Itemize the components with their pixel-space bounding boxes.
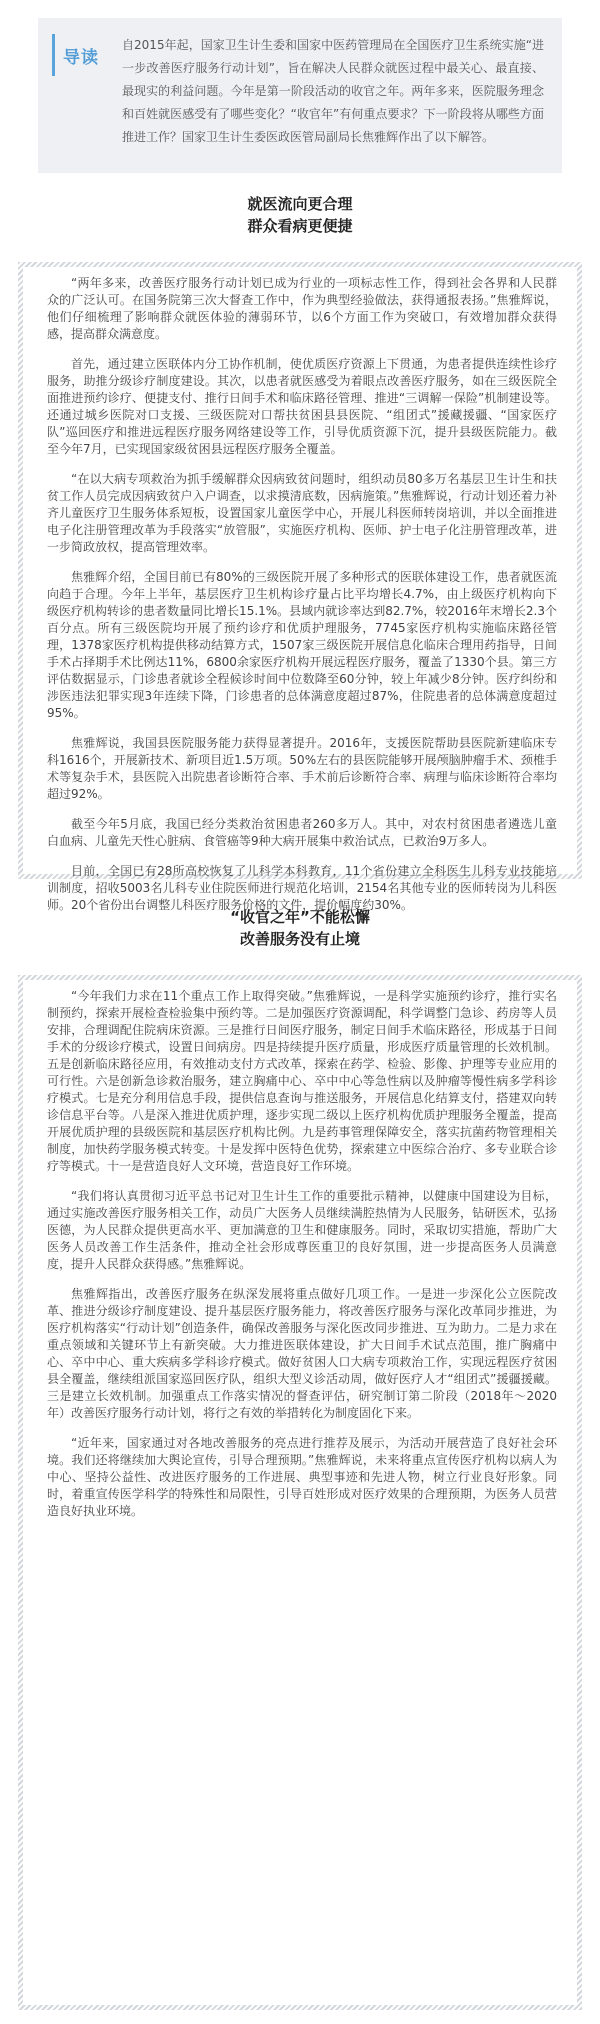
section-1-paragraph: 首先，通过建立医联体内分工协作机制，使优质医疗资源上下贯通，为患者提供连续性诊疗服务，助推分级诊疗制度建设。其次，以患者就医感受为着眼点改善医疗服务，如在三级医院全面推进预约诊疗、便捷支付、推行日间手术和临床路径管理、推进“三调解一保险”机制建设等。还通过城乡医院对口支援、三级医院对口帮扶贫困县县医院、“组团式”援藏援疆、“国家医疗队”巡回医疗和推进远程医疗服务网络建设等工作，引导优质资源下沉，提升县级医院能力。截至今年7月，已实现国家级贫困县远程医疗服务全覆盖。: [47, 357, 557, 456]
section-1-paragraph: 目前，全国已有28所高校恢复了儿科学本科教育，11个省份建立全科医生儿科专业技能培训制度，招收5003名儿科专业住院医师进行规范化培训，2154名其他专业的医师转岗为儿科医师。20个省份出台调整儿科医疗服务价格的文件，提价幅度约30%。: [47, 864, 557, 912]
section-title-2-line-1: “收官之年”不能松懈: [230, 908, 370, 926]
section-2-content: [23, 980, 577, 2005]
section-2-paragraph: “我们将认真贯彻习近平总书记对卫生计生工作的重要批示精神，以健康中国建设为目标，通过实施改善医疗服务相关工作，动员广大医务人员继续满腔热情为人民服务，钻研医术，弘扬医德，为人民群众提供更高水平、更加满意的卫生和健康服务。同时，采取切实措施，帮助广大医务人员改善工作生活条件，推动全社会形成尊医重卫的良好氛围，进一步提高医务人员满意度，提升人民群众获得感。”焦雅辉说。: [47, 1189, 557, 1271]
section-1-paragraph: “两年多来，改善医疗服务行动计划已成为行业的一项标志性工作，得到社会各界和人民群众的广泛认可。在国务院第三次大督查工作中，作为典型经验做法，获得通报表扬。”焦雅辉说，他们仔细梳理了影响群众就医体验的薄弱环节，以6个方面工作为突破口，有效增加群众获得感，提高群众满意度。: [47, 276, 557, 341]
section-title-1-line-1: 就医流向更合理: [247, 195, 353, 213]
intro-summary-box: [38, 18, 562, 173]
section-1-paragraph: 截至今年5月底，我国已经分类救治贫困患者260多万人。其中，对农村贫困患者遴选儿童白血病、儿童先天性心脏病、食管癌等9种大病开展集中救治试点，已救治9万多人。: [47, 817, 557, 848]
section-2-paragraph: “今年我们力求在11个重点工作上取得突破。”焦雅辉说，一是科学实施预约诊疗，推行实名制预约，探索开展检查检验集中预约等。二是加强医疗资源调配，科学调整门急诊、药房等人员安排，合理调配住院病床资源。三是推行日间医疗服务，制定日间手术临床路径，形成基于日间手术的分级诊疗模式，设置日间病房。四是持续提升医疗质量，形成医疗质量管理的长效机制。五是创新临床路径应用，有效推动支付方式改革，探索在药学、检验、影像、护理等专业应用的可行性。六是创新急诊救治服务，建立胸痛中心、卒中中心等急性病以及肿瘤等慢性病多学科诊疗模式。七是充分利用信息手段，提供信息查询与推送服务，开展信息化结算支付，搭建双向转诊信息平台等。八是深入推进优质护理，逐步实现二级以上医疗机构优质护理服务全覆盖，提高开展优质护理的县级医院和基层医疗机构比例。九是药事管理保障安全，落实抗菌药物管理相关制度，加快药学服务模式转变。十是发挥中医特色优势，探索建立中医综合治疗、多专业联合诊疗等模式。十一是营造良好人文环境，营造良好工作环境。: [47, 989, 557, 1173]
section-title-2: [0, 906, 600, 950]
section-1-box: [18, 262, 582, 912]
section-1-paragraph: 焦雅辉介绍，全国目前已有80%的三级医院开展了多种形式的医联体建设工作，患者就医流向趋于合理。今年上半年，基层医疗卫生机构诊疗量占比平均增长4.7%，由上级医疗机构向下级医疗机构转诊的患者数量同比增长15.1%。县域内就诊率达到82.7%，较2016年末增长2.3个百分点。所有三级医院均开展了预约诊疗和优质护理服务，7745家医疗机构实施临床路径管理，1378家医疗机构提供移动结算方式，1507家三级医院开展信息化临床合理用药指导，日间手术占择期手术比例达11%，6800余家医疗机构开展远程医疗服务，覆盖了1330个县。第三方评估数据显示，门诊患者就诊全程候诊时间中位数降至60分钟，较上年减少8分钟。医疗纠纷和涉医违法犯罪实现3年连续下降，门诊患者的总体满意度超过87%，住院患者的总体满意度超过95%。: [47, 570, 557, 720]
section-2-paragraph: “近年来，国家通过对各地改善服务的亮点进行推荐及展示，为活动开展营造了良好社会环境。我们还将继续加大舆论宣传，引导合理预期。”焦雅辉说，未来将重点宣传医疗机构以病人为中心、坚持公益性、改进医疗服务的工作进展、典型事迹和先进人物，树立行业良好形象。同时，着重宣传医学科学的特殊性和局限性，引导百姓形成对医疗效果的合理预期，为医务人员营造良好执业环境。: [47, 1436, 557, 1518]
section-1-content: [23, 267, 577, 912]
section-1-paragraph: “在以大病专项救治为抓手缓解群众因病致贫问题时，组织动员80多万名基层卫生计生和扶贫工作人员完成因病致贫户入户调查，以求摸清底数，因病施策。”焦雅辉说，行动计划还着力补齐儿童医疗卫生服务体系短板，设置国家儿童医学中心，开展儿科医师转岗培训，并以全面推进电子化注册管理改革为手段落实“放管服”，实施医疗机构、医师、护士电子化注册管理改革，进一步简政放权，提高管理效率。: [47, 472, 557, 554]
section-title-1: [0, 193, 600, 237]
intro-text: 自2015年起，国家卫生计生委和国家中医药管理局在全国医疗卫生系统实施“进一步改善医疗服务行动计划”，旨在解决人民群众就医过程中最关心、最直接、最现实的利益问题。今年是第一阶段活动的收官之年。两年多来，医院服务理念和百姓就医感受有了哪些变化？“收官年”有何重点要求？下一阶段将从哪些方面推进工作？国家卫生计生委医政医管局副局长焦雅辉作出了以下解答。: [122, 38, 544, 144]
section-2-box: [18, 975, 582, 2010]
section-title-1-line-2: 群众看病更便捷: [247, 217, 353, 235]
intro-tag: 导读: [52, 34, 107, 76]
section-1-paragraph: 焦雅辉说，我国县医院服务能力获得显著提升。2016年，支援医院帮助县医院新建临床专科1616个，开展新技术、新项目近1.5万项。50%左右的县医院能够开展颅脑肿瘤手术、颈椎手术等复杂手术，县医院入出院患者诊断符合率、手术前后诊断符合率、病理与临床诊断符合率均超过92%。: [47, 736, 557, 801]
section-2-paragraph: 焦雅辉指出，改善医疗服务在纵深发展将重点做好几项工作。一是进一步深化公立医院改革、推进分级诊疗制度建设、提升基层医疗服务能力，将改善医疗服务与深化改革同步推进，为医疗机构落实“行动计划”创造条件，确保改善服务与深化医改同步推进、互为助力。二是力求在重点领域和关键环节上有新突破。大力推进医联体建设，扩大日间手术试点范围，推广胸痛中心、卒中中心、重大疾病多学科诊疗模式。做好贫困人口大病专项救治工作，实现远程医疗贫困县全覆盖，继续组派国家巡回医疗队，组织大型义诊活动周，做好医疗人才“组团式”援疆援藏。三是建立长效机制。加强重点工作落实情况的督查评估，研究制订第二阶段（2018年～2020年）改善医疗服务行动计划，将行之有效的举措转化为制度固化下来。: [47, 1287, 557, 1420]
section-title-2-line-2: 改善服务没有止境: [239, 930, 360, 948]
